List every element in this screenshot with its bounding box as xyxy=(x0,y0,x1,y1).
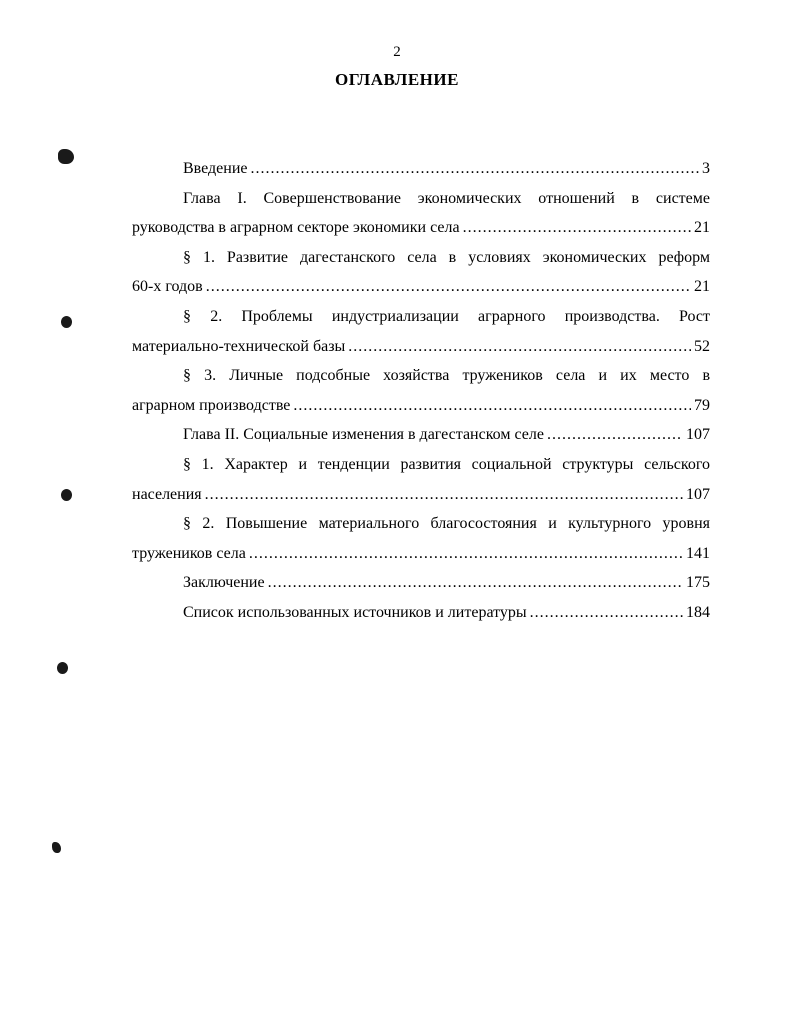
toc-entry-section-1-1-cont[interactable] xyxy=(132,272,710,302)
dot-leader xyxy=(530,598,683,628)
toc-entry-title: Глава II. Социальные изменения в дагестанском селе xyxy=(183,426,544,444)
dot-leader xyxy=(249,539,683,569)
dot-leader xyxy=(205,480,683,510)
toc-entry-title: населения xyxy=(132,485,202,503)
hole-punch-mark xyxy=(57,662,68,674)
toc-entry-title: аграрном производстве xyxy=(132,396,291,414)
toc-entry-title: руководства в аграрном секторе экономики села xyxy=(132,219,460,237)
dot-leader xyxy=(268,568,683,598)
toc-page-number: 3 xyxy=(702,160,710,177)
toc-page-number: 52 xyxy=(694,337,710,355)
dot-leader xyxy=(251,154,700,184)
toc-entry-intro[interactable] xyxy=(132,154,710,184)
toc-entry-section-2-1[interactable]: § 1. Характер и тенденции развития социальной структуры сельского xyxy=(183,455,710,473)
dot-leader xyxy=(348,332,691,362)
toc-page-number: 21 xyxy=(694,278,710,296)
dot-leader xyxy=(293,391,691,421)
page-number: 2 xyxy=(393,44,401,60)
dot-leader xyxy=(206,272,691,302)
toc-entry-section-2-2-cont[interactable] xyxy=(132,539,710,569)
toc-entry-section-1-2[interactable]: § 2. Проблемы индустриализации аграрного производства. Рост xyxy=(183,307,710,325)
toc-page-number: 21 xyxy=(694,219,710,237)
page-title: ОГЛАВЛЕНИЕ xyxy=(335,70,459,89)
toc-page-number: 141 xyxy=(686,544,710,562)
toc-entry-title: материально-технической базы xyxy=(132,337,346,355)
toc-entry-section-2-1-cont[interactable] xyxy=(132,480,710,510)
toc-entry-chapter-2[interactable] xyxy=(132,420,710,450)
toc-entry-sources[interactable] xyxy=(132,598,710,628)
dot-leader xyxy=(547,420,683,450)
toc-page-number: 175 xyxy=(686,574,710,592)
toc-entry-title: тружеников села xyxy=(132,544,246,562)
toc-entry-section-2-2[interactable]: § 2. Повышение материального благосостояния и культурного уровня xyxy=(183,515,710,533)
toc-entry-section-1-2-cont[interactable] xyxy=(132,332,710,362)
toc-entry-section-1-3[interactable]: § 3. Личные подсобные хозяйства тружеников села и их место в xyxy=(183,367,710,385)
hole-punch-mark xyxy=(52,842,61,853)
hole-punch-mark xyxy=(61,316,72,328)
toc-page-number: 79 xyxy=(694,396,710,414)
toc-page-number: 184 xyxy=(686,603,710,621)
hole-punch-mark xyxy=(58,149,74,164)
toc-entry-title: Список использованных источников и литературы xyxy=(183,603,527,621)
toc-entry-title: 60-х годов xyxy=(132,278,203,296)
toc-entry-conclusion[interactable] xyxy=(132,568,710,598)
toc-entry-chapter-1-cont[interactable] xyxy=(132,213,710,243)
toc-page-number: 107 xyxy=(686,485,710,503)
toc-entry-section-1-3-cont[interactable] xyxy=(132,391,710,421)
toc-entry-title: Введение xyxy=(183,160,248,177)
dot-leader xyxy=(463,213,691,243)
toc-entry-chapter-1[interactable]: Глава I. Совершенствование экономических отношений в системе xyxy=(183,189,710,207)
table-of-contents xyxy=(132,154,710,628)
toc-page-number: 107 xyxy=(686,426,710,444)
hole-punch-mark xyxy=(61,489,72,501)
toc-entry-title: Заключение xyxy=(183,574,265,592)
toc-entry-section-1-1[interactable]: § 1. Развитие дагестанского села в условиях экономических реформ xyxy=(183,248,710,266)
